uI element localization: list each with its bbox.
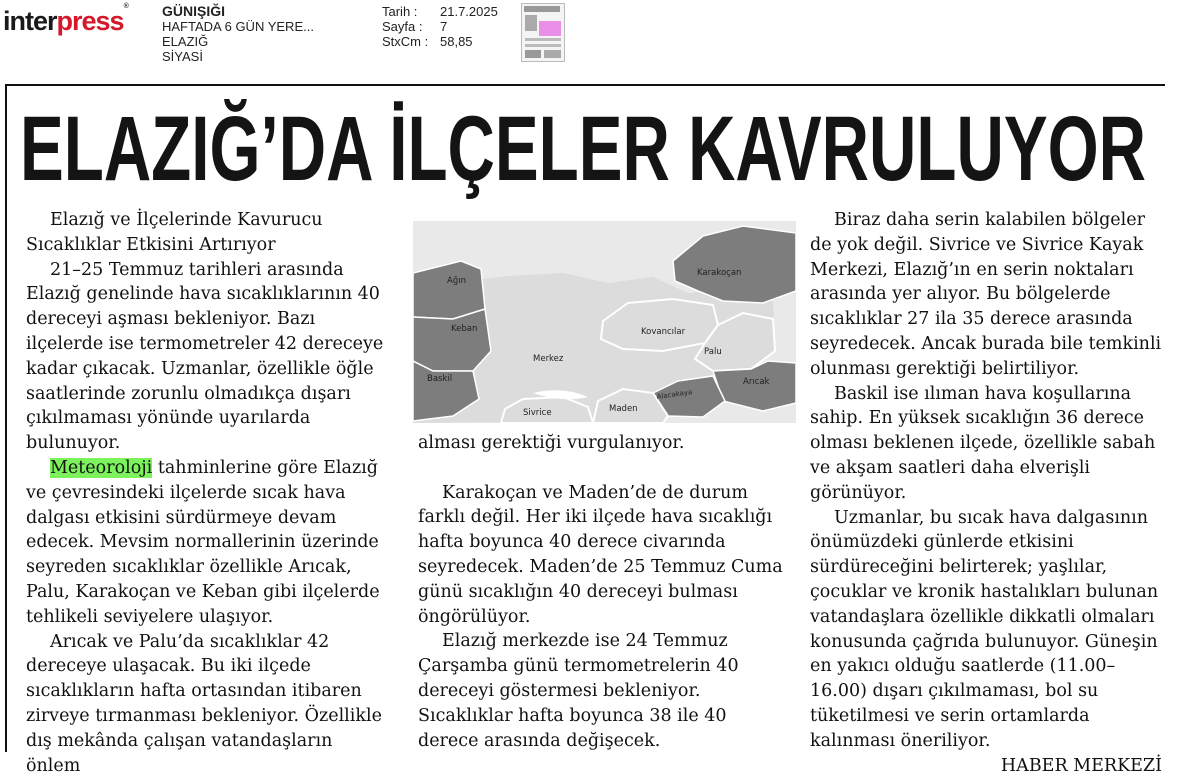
map-label-baskil: Baskil (427, 374, 453, 384)
article-column-1 (26, 208, 390, 778)
page-value: 7 (440, 19, 448, 34)
date-value: 21.7.2025 (440, 4, 498, 19)
map-label-palu: Palu (704, 347, 722, 357)
logo-press-text: press (56, 6, 124, 36)
paragraph: Uzmanlar, bu sıcak hava dalgasının önümüzdeki günlerde etkisini sürdüreceğini belirterek; yaşlılar, çocuklar ve kronik hastalıkları bulunan vatandaşlara özellikle dikkatli olmaları konusunda çağrıda bulunuyor. Güneşin en yakıcı olduğu saatlerde (11.00–16.00) dışarı çıkılmaması, bol su tüketilmesi ve serin ortamlarda kalınması öneriliyor. (810, 507, 1159, 751)
date-label: Tarih : (382, 4, 418, 19)
clipping-details (382, 4, 498, 49)
clipping-left-border (5, 84, 7, 752)
publication-period: HAFTADA 6 GÜN YERE... (162, 19, 314, 34)
map-label-alacakaya: Alacakaya (656, 388, 693, 401)
subtitle-line-2: Sıcaklıklar Etkisini Artırıyor (26, 234, 276, 255)
stxcm-label: StxCm : (382, 34, 429, 49)
map-label-maden: Maden (609, 404, 638, 414)
page-row (382, 19, 498, 34)
paragraph: Biraz daha serin kalabilen bölgeler de yok değil. Sivrice ve Sivrice Kayak Merkezi, Elazığ’ın en serin noktaları arasında yer alıyor. Bu bölgelerde sıcaklıklar 27 ila 35 derece arasında seyredecek. Ancak burada bile temkinli olunması gerektiği belirtiliyor. (810, 210, 1162, 379)
map-label-kovancilar: Kovancılar (641, 327, 686, 337)
publication-section: SİYASİ (162, 49, 203, 64)
map-label-agin: Ağın (447, 276, 466, 286)
paragraph: Baskil ise ılıman hava koşullarına sahip. En yüksek sıcaklığın 36 derece olması beklenen ilçede, özellikle sabah ve akşam saatleri daha elverişli görünüyor. (810, 383, 1156, 503)
highlighted-keyword: Meteoroloji (50, 457, 153, 478)
paragraph-text: tahminlerine göre Elazığ ve çevresindeki ilçelerde sıcak hava dalgası etkisini sürdürmeye devam edecek. Mevsim normallerinin üzerinde seyreden sıcaklıklar özellikle Arıcak, Palu, Karakoçan ve Keban gibi ilçelerde tehlikeli seviyelere ulaşıyor. (26, 457, 380, 627)
paragraph: Karakoçan ve Maden’de de durum farklı değil. Her iki ilçede hava sıcaklığı hafta boyunca 40 derece civarında seyredecek. Maden’de 25 Temmuz Cuma günü sıcaklığın 40 dereceyi bulması öngörülüyor. (418, 482, 783, 627)
paragraph: Elazığ merkezde ise 24 Temmuz Çarşamba günü termometrelerin 40 dereceyi göstermesi bekleniyor. Sıcaklıklar hafta boyunca 38 ile 40 derece arasında değişecek. (418, 631, 739, 751)
map-label-merkez: Merkez (533, 354, 564, 364)
headline-text: ELAZIĞ’DA İLÇELER KAVRULUYOR (20, 98, 1146, 200)
paragraph: Arıcak ve Palu’da sıcaklıklar 42 dereceye ulaşacak. Bu iki ilçede sıcaklıkların hafta ortasından itibaren zirveye tırmanması bekleniyor. Özellikle dış mekânda çalışan vatandaşların önlem (26, 631, 382, 776)
page-thumbnail[interactable] (521, 3, 565, 62)
article-column-3 (810, 208, 1162, 778)
paper-name: GÜNIŞIĞI (162, 3, 226, 19)
headline (20, 94, 1180, 204)
interpress-logo (3, 3, 129, 37)
region-agin (413, 261, 485, 319)
map-label-keban: Keban (451, 324, 478, 334)
publication-city: ELAZIĞ (162, 34, 209, 49)
clipping-top-border (5, 84, 1165, 86)
stxcm-row (382, 34, 498, 49)
page-label: Sayfa : (382, 19, 423, 34)
district-map (413, 221, 796, 423)
paragraph: 21–25 Temmuz tarihleri arasında Elazığ genelinde hava sıcaklıklarının 40 dereceyi aşması bekleniyor. Bazı ilçelerde ise termometreler 42 dereceye kadar çıkacak. Uzmanlar, özellikle öğle saatlerinde zorunlu olmadıkça dışarı çıkılmaması yönünde uyarılarda bulunuyor. (26, 259, 384, 454)
map-label-sivrice: Sivrice (523, 408, 552, 418)
paragraph (26, 456, 390, 630)
stxcm-value: 58,85 (440, 34, 473, 49)
byline: HABER MERKEZİ (1000, 755, 1162, 776)
publication-info (162, 4, 314, 64)
subtitle-line-1: Elazığ ve İlçelerinde Kavurucu (50, 210, 323, 230)
logo-inter-text: inter (3, 6, 57, 36)
region-keban (413, 309, 491, 371)
paragraph: alması gerektiği vurgulanıyor. (418, 433, 685, 453)
map-label-aricak: Arıcak (743, 377, 770, 387)
map-label-karakocan: Karakoçan (697, 268, 742, 278)
registered-mark: ® (123, 3, 129, 10)
article-column-2 (418, 431, 786, 753)
date-row (382, 4, 498, 19)
